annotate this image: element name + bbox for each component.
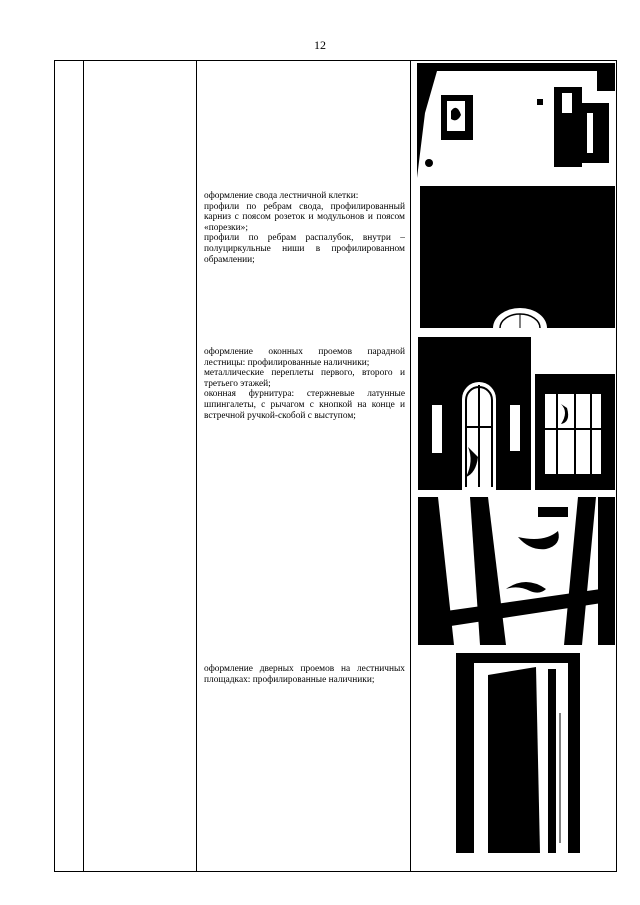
photo-window-sash (535, 374, 615, 490)
row-description-stair-vault (204, 191, 405, 265)
photo-doorway (456, 653, 580, 853)
photo-ceiling-detail (417, 63, 615, 178)
description-line: оконная фурнитура: стержневые латунные шпингалеты, с рычагом с кнопкой на конце и встречной ручкой-скобой с выступом; (204, 389, 405, 421)
description-line: оформление дверных проемов на лестничных площадках: профилированные наличники; (204, 664, 405, 685)
column-divider-3 (410, 61, 411, 871)
photo-arched-window (418, 337, 531, 490)
row-description-doors (204, 664, 405, 685)
column-divider-1 (83, 61, 84, 871)
column-divider-2 (196, 61, 197, 871)
description-line: оформление свода лестничной клетки: (204, 191, 359, 201)
description-line: оформление оконных проемов парадной лестницы: профилированные наличники; (204, 347, 405, 368)
row-description-windows (204, 347, 405, 421)
photo-window-hardware (418, 497, 615, 645)
page-number: 12 (314, 38, 326, 52)
description-line: металлические переплеты первого, второго и третьего этажей; (204, 368, 405, 389)
description-line: профили по ребрам свода, профилированный карниз с поясом розеток и модульонов и поясом «порезки»; (204, 201, 405, 233)
description-line: профили по ребрам распалубок, внутри – полуциркульные ниши в профилированном обрамлении; (204, 233, 405, 265)
photo-stair-vault (420, 186, 615, 328)
